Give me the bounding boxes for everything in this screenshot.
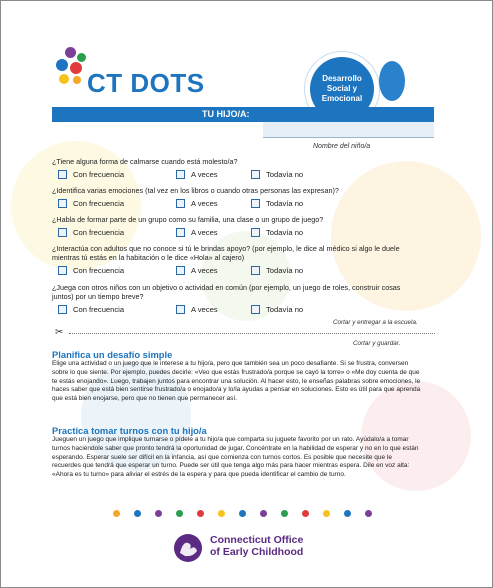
section-title: Planifica un desafío simple <box>52 349 173 360</box>
option-label: A veces <box>191 170 218 179</box>
option-label: A veces <box>191 305 218 314</box>
org-name-line-2: of Early Childhood <box>210 546 304 558</box>
badge-line-1: Desarrollo <box>322 74 362 83</box>
option-label: Todavía no <box>266 305 304 314</box>
color-dot <box>197 510 204 517</box>
option-label: Todavía no <box>266 228 304 237</box>
option-not-yet[interactable] <box>251 305 303 314</box>
checkbox[interactable] <box>58 228 67 237</box>
badge-line-2: Social y <box>326 84 358 93</box>
color-dot <box>281 510 288 517</box>
option-not-yet[interactable] <box>251 228 303 237</box>
question-2: ¿Identifica varias emociones (tal vez en los libros o cuando otras personas las expresan)? <box>52 186 339 195</box>
checkbox[interactable] <box>176 228 185 237</box>
section-title: Practica tomar turnos con tu hijo/a <box>52 425 207 436</box>
color-dot <box>323 510 330 517</box>
child-name-label: TU HIJO/A: <box>202 109 250 119</box>
option-often[interactable] <box>58 170 124 179</box>
cut-line <box>69 333 435 334</box>
option-label: A veces <box>191 266 218 275</box>
color-dot <box>176 510 183 517</box>
ct-dots-logo-icon <box>51 47 91 91</box>
question-1: ¿Tiene alguna forma de calmarse cuando está molesto/a? <box>52 157 238 166</box>
child-name-field[interactable] <box>263 122 434 138</box>
color-dot <box>113 510 120 517</box>
option-label: Todavía no <box>266 170 304 179</box>
org-name-line-1: Connecticut Office <box>210 534 304 546</box>
color-dot <box>218 510 225 517</box>
option-label: A veces <box>191 228 218 237</box>
option-label: Todavía no <box>266 199 304 208</box>
option-sometimes[interactable] <box>176 266 218 275</box>
color-dot <box>260 510 267 517</box>
option-sometimes[interactable] <box>176 305 218 314</box>
checkbox[interactable] <box>58 170 67 179</box>
section-body: Jueguen un juego que implique turnarse o pídele a tu hijo/a que comparta su juguete favorito por un rato. Ayúdalo/a a tomar turnos haciéndole saber que pronto tendrá la oportunidad de jugar. Concéntrate en la habilidad de esperar y no en lo que están esperando. Esperar suele ser difícil en la infancia, así que comienza con turnos cortos. Es posible que necesite que le recuerdes que tendrá que esperar un turno. Puede ser útil que tenga algo más para hacer mientras espera. Dile en voz alta: «Ahora es tu turno» para aliviar el estrés de la espera y para que pueda identificar el cambio de turno. <box>52 436 419 479</box>
option-not-yet[interactable] <box>251 266 303 275</box>
color-dot <box>344 510 351 517</box>
option-not-yet[interactable] <box>251 199 303 208</box>
question-3: ¿Habla de formar parte de un grupo como su familia, una clase o un grupo de juego? <box>52 215 324 224</box>
option-sometimes[interactable] <box>176 170 218 179</box>
badge-line-3: Emocional <box>321 94 363 103</box>
option-label: Con frecuencia <box>73 228 125 237</box>
color-dot <box>365 510 372 517</box>
option-often[interactable] <box>58 228 124 237</box>
option-label: Con frecuencia <box>73 199 125 208</box>
checkbox[interactable] <box>251 305 260 314</box>
checkbox[interactable] <box>58 266 67 275</box>
color-dot <box>239 510 246 517</box>
checkbox[interactable] <box>176 305 185 314</box>
question-5: ¿Juega con otros niños con un objetivo o actividad en común (por ejemplo, un juego de roles, construir cosas juntos) por un tiempo breve? <box>52 283 401 301</box>
checkbox[interactable] <box>176 266 185 275</box>
option-often[interactable] <box>58 266 124 275</box>
oec-logo-icon <box>173 533 203 563</box>
color-dot <box>134 510 141 517</box>
checkbox[interactable] <box>176 199 185 208</box>
option-sometimes[interactable] <box>176 199 218 208</box>
child-name-bar <box>52 107 434 122</box>
option-sometimes[interactable] <box>176 228 218 237</box>
color-dot <box>155 510 162 517</box>
checkbox[interactable] <box>251 266 260 275</box>
question-4: ¿Interactúa con adultos que no conoce si tú le brindas apoyo? (por ejemplo, le dice al médico si algo le duele mientras tú estás en la habitación o le dice «Hola» al cajero) <box>52 244 400 262</box>
option-not-yet[interactable] <box>251 170 303 179</box>
section-body: Elige una actividad o un juego que le interese a tu hijo/a, pero que también sea un poco desafiante. Si se frustra, conversen sobre lo que siente. Por ejemplo, puedes decirle: «Veo que estás frustrado/a porque se cayó la torre» o «Me doy cuenta de que te estás enojando». Luego, trabajen juntos para encontrar una solución. Al hacer esto, le enseñas palabras sobre emociones, le haces saber que está bien sentirse frustrado/a o enojado/a y lo/la ayudas a pensar en soluciones. Esto es útil para que aprenda que está bien enojarse, pero que no tienen que permanecer así. <box>52 360 421 403</box>
org-name <box>210 534 303 558</box>
badge-accent-oval <box>379 61 405 101</box>
option-label: A veces <box>191 199 218 208</box>
option-often[interactable] <box>58 199 124 208</box>
option-label: Con frecuencia <box>73 305 125 314</box>
checkbox[interactable] <box>58 199 67 208</box>
checkbox[interactable] <box>251 170 260 179</box>
child-name-caption: Nombre del niño/a <box>313 143 371 150</box>
option-often[interactable] <box>58 305 124 314</box>
brand-name: CT DOTS <box>87 68 205 98</box>
checkbox[interactable] <box>176 170 185 179</box>
decorative-dot-row <box>113 510 383 518</box>
color-dot <box>302 510 309 517</box>
checkbox[interactable] <box>251 199 260 208</box>
checkbox[interactable] <box>58 305 67 314</box>
option-label: Con frecuencia <box>73 170 125 179</box>
cut-and-return-note: Cortar y entregar a la escuela. <box>333 319 418 326</box>
cut-and-keep-note: Cortar y guardar. <box>353 340 401 347</box>
checkbox[interactable] <box>251 228 260 237</box>
option-label: Todavía no <box>266 266 304 275</box>
option-label: Con frecuencia <box>73 266 125 275</box>
scissors-icon: ✂ <box>55 327 64 338</box>
